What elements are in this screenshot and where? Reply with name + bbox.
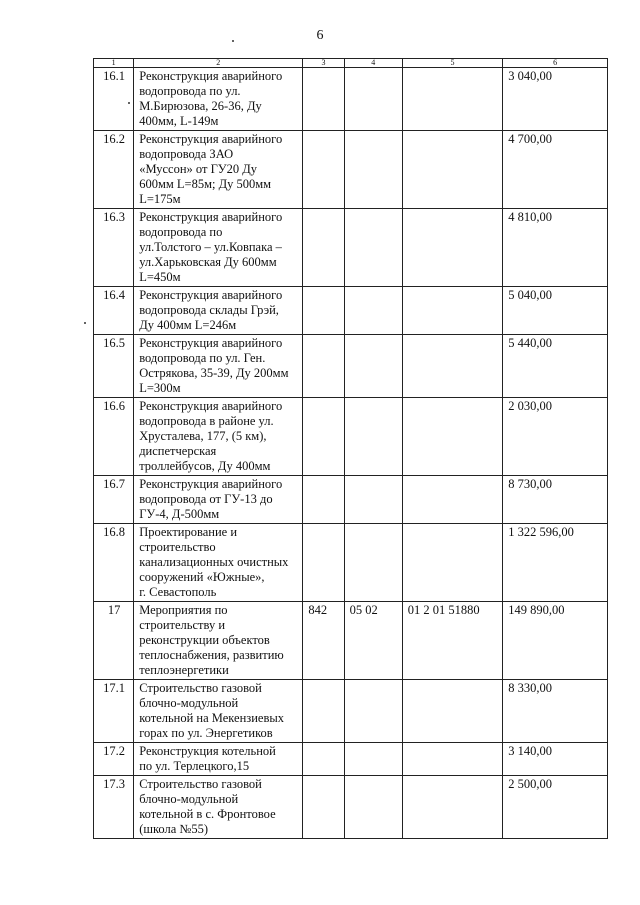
table-row [94,476,608,524]
row-code-grbs [303,209,344,287]
row-number: 16.3 [94,209,134,287]
row-code-section [344,209,402,287]
row-code-section [344,398,402,476]
table-row [94,680,608,743]
column-header: 2 [134,59,303,68]
row-code-target [402,287,502,335]
row-code-target [402,743,502,776]
row-number: 16.4 [94,287,134,335]
column-header: 5 [402,59,502,68]
scan-speck [84,322,86,324]
row-amount: 4 810,00 [503,209,608,287]
row-number: 16.8 [94,524,134,602]
row-number: 16.6 [94,398,134,476]
table-row [94,602,608,680]
row-code-grbs [303,335,344,398]
row-code-grbs: 842 [303,602,344,680]
row-description: Реконструкция аварийного водопровода по ул.Толстого – ул.Ковпака – ул.Харьковская Ду 600мм L=450м [134,209,303,287]
table-row [94,287,608,335]
table-row [94,776,608,839]
row-amount: 149 890,00 [503,602,608,680]
row-code-section [344,743,402,776]
row-code-grbs [303,398,344,476]
table-row [94,131,608,209]
row-amount: 8 330,00 [503,680,608,743]
table-row [94,209,608,287]
row-number: 16.7 [94,476,134,524]
row-code-section [344,131,402,209]
row-amount: 5 040,00 [503,287,608,335]
row-number: 16.5 [94,335,134,398]
row-code-section [344,680,402,743]
row-amount: 2 030,00 [503,398,608,476]
row-description: Проектирование и строительство канализационных очистных сооружений «Южные», г. Севастополь [134,524,303,602]
row-code-target [402,524,502,602]
row-code-target [402,68,502,131]
row-amount: 2 500,00 [503,776,608,839]
table-row [94,398,608,476]
row-code-section [344,68,402,131]
table-row [94,68,608,131]
row-description: Реконструкция аварийного водопровода склады Грэй, Ду 400мм L=246м [134,287,303,335]
budget-table [93,58,608,839]
row-description: Реконструкция аварийного водопровода по ул. Ген. Острякова, 35-39, Ду 200мм L=300м [134,335,303,398]
row-code-section: 05 02 [344,602,402,680]
row-code-section [344,335,402,398]
row-description: Строительство газовой блочно-модульной котельной в с. Фронтовое (школа №55) [134,776,303,839]
row-code-section [344,776,402,839]
row-amount: 4 700,00 [503,131,608,209]
row-amount: 3 040,00 [503,68,608,131]
row-number: 17.2 [94,743,134,776]
row-code-grbs [303,68,344,131]
row-description: Мероприятия по строительству и реконструкции объектов теплоснабжения, развитию теплоэнергетики [134,602,303,680]
row-code-target [402,776,502,839]
row-amount: 1 322 596,00 [503,524,608,602]
page-number: 6 [316,28,324,43]
row-code-target [402,131,502,209]
row-code-grbs [303,287,344,335]
row-code-section [344,287,402,335]
row-code-grbs [303,680,344,743]
column-header: 1 [94,59,134,68]
row-code-target [402,476,502,524]
row-code-target [402,335,502,398]
row-code-section [344,476,402,524]
row-description: Реконструкция аварийного водопровода в районе ул. Хрусталева, 177, (5 км), диспетчерская троллейбусов, Ду 400мм [134,398,303,476]
row-amount: 5 440,00 [503,335,608,398]
row-number: 17.3 [94,776,134,839]
row-amount: 3 140,00 [503,743,608,776]
row-code-grbs [303,743,344,776]
row-code-grbs [303,131,344,209]
row-code-grbs [303,524,344,602]
row-number: 17.1 [94,680,134,743]
row-code-grbs [303,776,344,839]
row-code-target [402,209,502,287]
row-description: Реконструкция котельной по ул. Терлецкого,15 [134,743,303,776]
table-row [94,743,608,776]
row-description: Реконструкция аварийного водопровода ЗАО «Муссон» от ГУ20 Ду 600мм L=85м; Ду 500мм L=175м [134,131,303,209]
row-number: 16.2 [94,131,134,209]
column-header: 3 [303,59,344,68]
row-code-grbs [303,476,344,524]
row-number: 17 [94,602,134,680]
scan-speck [232,40,234,42]
row-code-target: 01 2 01 51880 [402,602,502,680]
row-amount: 8 730,00 [503,476,608,524]
column-header: 4 [344,59,402,68]
row-description: Строительство газовой блочно-модульной котельной на Мекензиевых горах по ул. Энергетиков [134,680,303,743]
table-row [94,335,608,398]
row-code-section [344,524,402,602]
row-code-target [402,680,502,743]
row-number: 16.1 [94,68,134,131]
row-description: Реконструкция аварийного водопровода по ул. М.Бирюзова, 26-36, Ду 400мм, L-149м [134,68,303,131]
table-header-row [94,59,608,68]
column-header: 6 [503,59,608,68]
row-description: Реконструкция аварийного водопровода от ГУ-13 до ГУ-4, Д-500мм [134,476,303,524]
row-code-target [402,398,502,476]
table-row [94,524,608,602]
